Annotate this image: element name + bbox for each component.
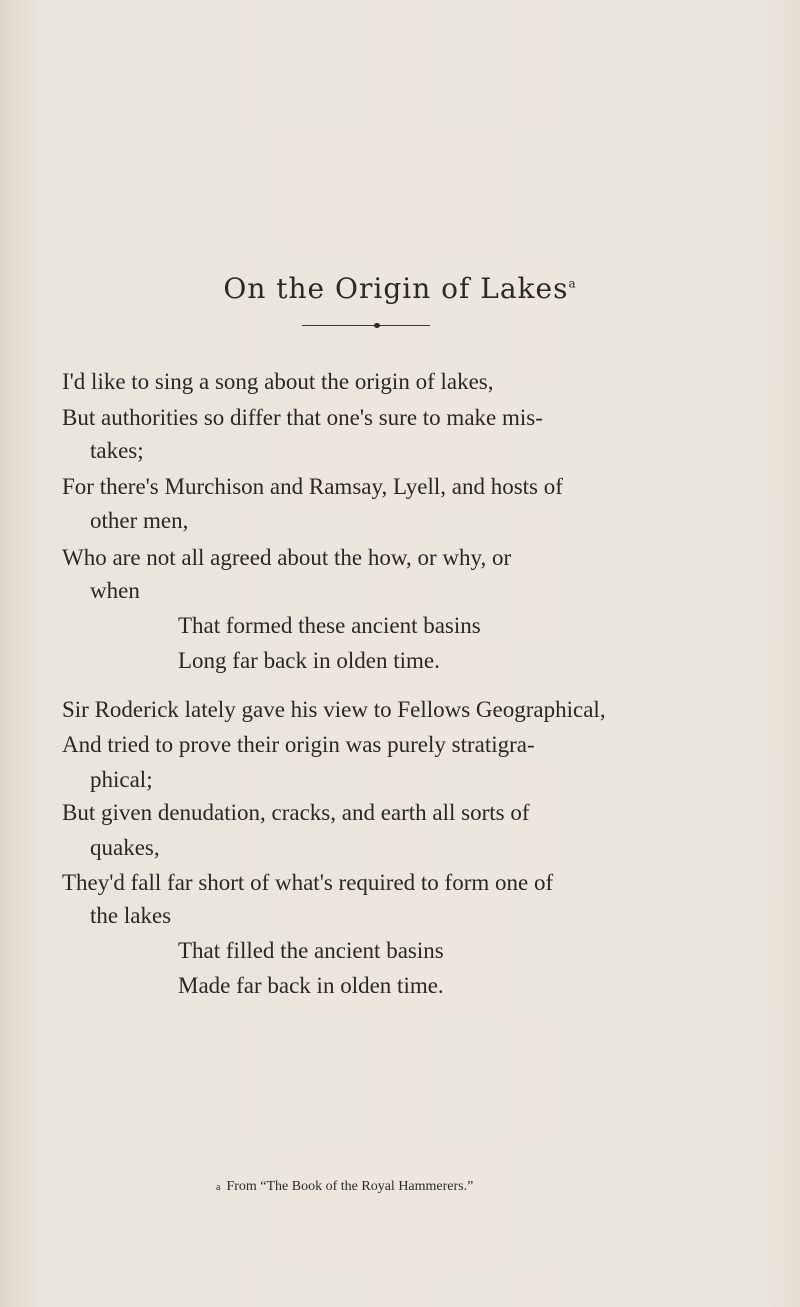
verse-line: other men,	[90, 508, 189, 533]
verse-line: takes;	[90, 438, 144, 463]
verse-line: Long far back in olden time.	[178, 648, 440, 673]
verse-line: Made far back in olden time.	[178, 973, 444, 998]
title-divider	[302, 325, 430, 326]
poem-title-text: On the Origin of Lakes	[223, 272, 569, 305]
footnote-marker: a	[568, 276, 577, 291]
footnote-text: From “The Book of the Royal Hammerers.”	[226, 1179, 474, 1194]
verse-line: That formed these ancient basins	[178, 613, 481, 638]
verse-line: But authorities so differ that one's sure to make mis-	[62, 405, 543, 430]
footnote-mark: a	[216, 1182, 221, 1193]
verse-line: But given denudation, cracks, and earth all sorts of	[62, 800, 530, 825]
verse-line: That filled the ancient basins	[178, 938, 444, 963]
verse-line: Sir Roderick lately gave his view to Fellows Geographical,	[62, 697, 606, 722]
verse-line: quakes,	[90, 835, 160, 860]
verse-line: And tried to prove their origin was purely stratigra-	[62, 732, 535, 757]
verse-line: I'd like to sing a song about the origin of lakes,	[62, 369, 494, 394]
footnote	[216, 1179, 473, 1195]
verse-line: For there's Murchison and Ramsay, Lyell, and hosts of	[62, 474, 563, 499]
verse-line: Who are not all agreed about the how, or why, or	[62, 545, 512, 570]
divider-ornament	[374, 323, 380, 328]
poem-title	[0, 272, 800, 305]
verse-line: when	[90, 578, 140, 603]
verse-line: the lakes	[90, 903, 172, 928]
verse-line: They'd fall far short of what's required to form one of	[62, 870, 554, 895]
verse-line: phical;	[90, 767, 153, 792]
